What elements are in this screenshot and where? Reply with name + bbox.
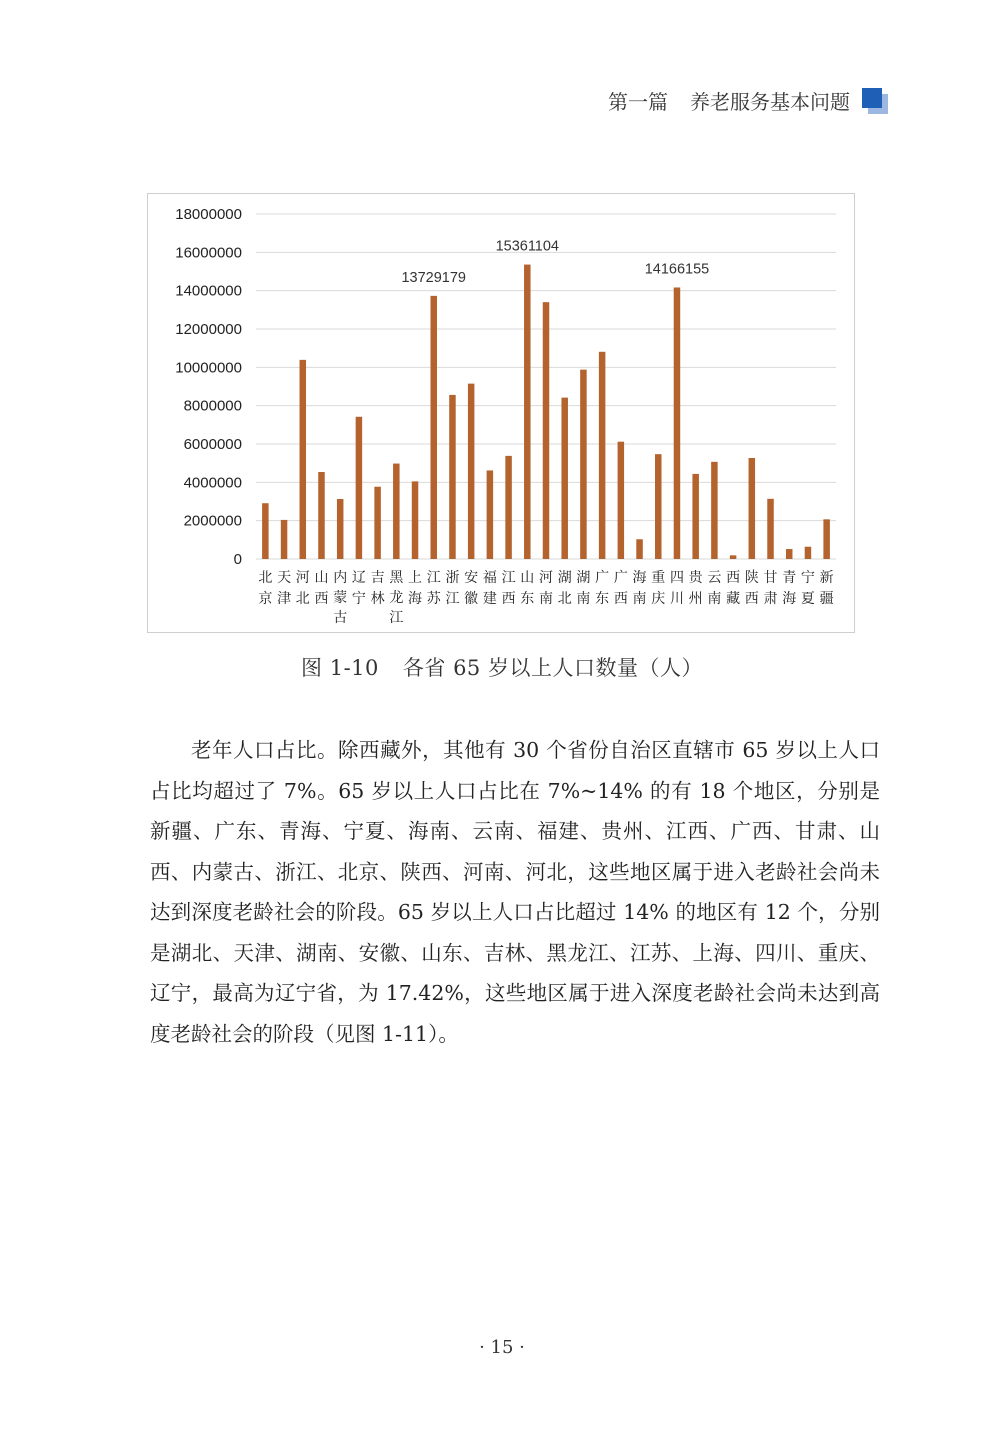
bar-天津 [281, 520, 288, 559]
figure-caption-text: 各省 65 岁以上人口数量（人） [402, 656, 703, 680]
bar-湖北 [561, 398, 568, 559]
x-tick-label: 山西 [314, 570, 329, 607]
page-number: · 15 · [479, 1337, 525, 1358]
bar-福建 [487, 470, 494, 559]
bar-浙江 [449, 395, 456, 559]
y-tick-label: 6000000 [183, 436, 242, 453]
bar-山西 [318, 472, 325, 559]
running-header [608, 86, 888, 115]
y-tick-label: 4000000 [183, 474, 242, 492]
x-tick-label: 江西 [501, 570, 516, 607]
bar-江苏 [430, 296, 437, 559]
x-tick-label: 四川 [669, 570, 684, 607]
x-tick-label: 吉林 [370, 570, 385, 607]
x-tick-label: 天津 [277, 570, 292, 607]
bar-内蒙古 [337, 499, 344, 559]
bar-广西 [618, 442, 625, 559]
header-title: 养老服务基本问题 [690, 90, 850, 114]
x-tick-label: 青海 [782, 570, 797, 607]
x-tick-label: 新疆 [819, 570, 834, 607]
x-tick-label: 安徽 [464, 570, 479, 607]
y-tick-label: 10000000 [175, 359, 242, 377]
bar-海南 [636, 539, 643, 559]
x-tick-label: 贵州 [688, 570, 703, 607]
bar-广东 [599, 352, 606, 559]
x-tick-label: 陕西 [744, 570, 759, 607]
x-tick-label: 西藏 [726, 570, 741, 607]
x-tick-label: 江苏 [426, 570, 441, 607]
bar-甘肃 [767, 499, 774, 559]
x-tick-label: 福建 [482, 570, 497, 607]
x-tick-label: 重庆 [651, 570, 666, 607]
x-tick-label: 湖北 [557, 570, 572, 607]
bar-青海 [786, 549, 793, 559]
bar-陕西 [749, 458, 756, 559]
x-tick-label: 辽宁 [351, 570, 366, 607]
x-tick-label: 云南 [707, 570, 722, 607]
bar-黑龙江 [393, 464, 400, 559]
y-tick-label: 14000000 [175, 282, 242, 300]
bar-山东 [524, 265, 531, 559]
bar-河北 [300, 360, 307, 559]
y-tick-label: 0 [233, 551, 242, 568]
y-tick-label: 2000000 [183, 512, 242, 530]
bar-上海 [412, 481, 419, 559]
x-tick-label: 北京 [258, 570, 273, 607]
x-tick-label: 宁夏 [800, 570, 815, 607]
bar-安徽 [468, 384, 475, 559]
bar-北京 [262, 503, 269, 559]
x-tick-label: 湖南 [576, 570, 591, 607]
x-tick-label: 山东 [520, 570, 535, 607]
bar-西藏 [730, 555, 737, 559]
bar-江西 [505, 456, 512, 559]
data-label: 15361104 [495, 238, 560, 255]
figure-caption [0, 652, 1004, 682]
header-square-icon [862, 88, 888, 114]
figure-number: 图 1-10 [301, 656, 379, 680]
bar-河南 [543, 302, 550, 559]
bar-吉林 [374, 487, 381, 559]
bar-四川 [674, 287, 681, 559]
data-label: 14166155 [644, 261, 710, 278]
x-tick-label: 广东 [595, 570, 610, 607]
x-tick-label: 甘肃 [763, 570, 778, 607]
chart-svg [148, 194, 856, 634]
y-tick-label: 16000000 [175, 244, 242, 262]
bar-湖南 [580, 370, 587, 559]
y-tick-label: 12000000 [175, 321, 242, 338]
x-tick-label: 黑龙江 [389, 570, 404, 626]
y-tick-label: 8000000 [183, 397, 242, 415]
x-tick-label: 上海 [408, 570, 423, 607]
body-paragraph: 老年人口占比。除西藏外，其他有 30 个省份自治区直辖市 65 岁以上人口占比均超过了 7%。65 岁以上人口占比在 7%~14% 的有 18 个地区，分别是新疆、广东、青海、宁夏、海南、云南、福建、贵州、江西、广西、甘肃、山西、内蒙古、浙江、北京、陕西、河南、河北，这些地区属于进入老龄社会尚未达到深度老龄社会的阶段。65 岁以上人口占比超过 14% 的地区有 12 个，分别是湖北、天津、湖南、安徽、山东、吉林、黑龙江、江苏、上海、四川、重庆、辽宁，最高为辽宁省，为 17.42%，这些地区属于进入深度老龄社会尚未达到高度老龄社会的阶段（见图 1-11）。 [150, 738, 880, 1046]
bar-贵州 [692, 474, 699, 559]
bar-新疆 [823, 519, 830, 559]
x-tick-label: 内蒙古 [333, 570, 348, 626]
x-tick-label: 海南 [632, 570, 647, 607]
bar-宁夏 [805, 547, 812, 559]
bar-chart [147, 193, 855, 633]
data-label: 13729179 [401, 269, 466, 286]
x-tick-label: 广西 [613, 570, 628, 607]
x-tick-label: 浙江 [445, 570, 460, 607]
y-tick-label: 18000000 [175, 206, 242, 223]
header-part: 第一篇 [608, 90, 668, 114]
x-tick-label: 河南 [539, 570, 553, 607]
bar-辽宁 [356, 417, 363, 559]
bar-重庆 [655, 454, 662, 559]
x-tick-label: 河北 [295, 570, 310, 607]
bar-云南 [711, 462, 718, 559]
